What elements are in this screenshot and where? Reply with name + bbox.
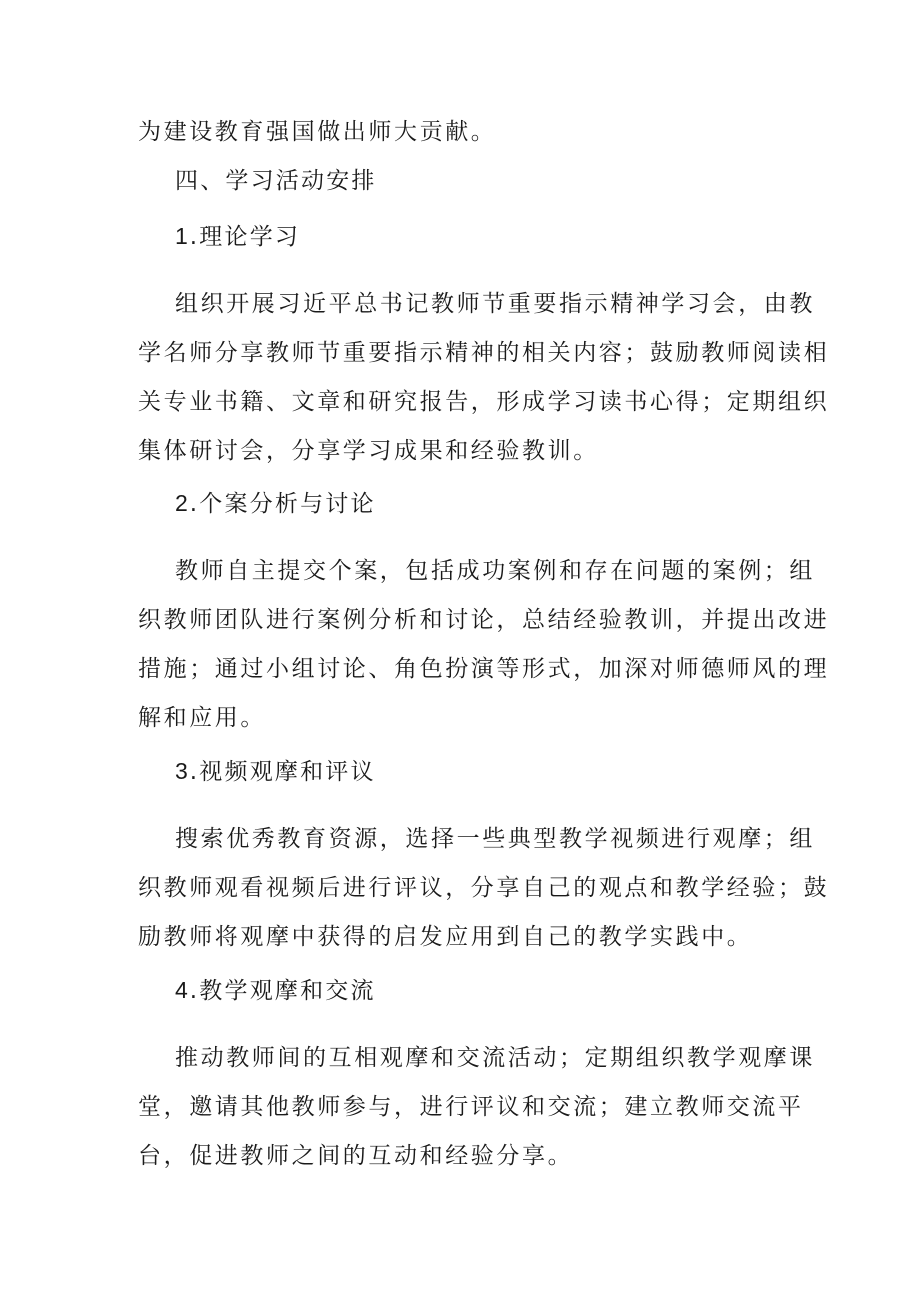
item-heading-3 — [175, 756, 376, 787]
paragraph-line: 措施；通过小组讨论、角色扮演等形式，加深对师德师风的理 — [138, 656, 830, 682]
paragraph-line: 织教师观看视频后进行评议，分享自己的观点和教学经验；鼓 — [138, 875, 830, 901]
item-heading-1 — [175, 221, 300, 252]
item-title: .教学观摩和交流 — [189, 978, 376, 1004]
paragraph-line: 教师自主提交个案，包括成功案例和存在问题的案例；组 — [175, 558, 815, 584]
paragraph-line: 推动教师间的互相观摩和交流活动；定期组织教学观摩课 — [175, 1045, 815, 1071]
item-title: .视频观摩和评议 — [189, 759, 376, 785]
item-number: 2 — [175, 490, 188, 516]
paragraph-line: 学名师分享教师节重要指示精神的相关内容；鼓励教师阅读相 — [138, 340, 830, 366]
paragraph-line: 解和应用。 — [138, 705, 266, 731]
paragraph-line: 励教师将观摩中获得的启发应用到自己的教学实践中。 — [138, 924, 753, 950]
paragraph-line: 关专业书籍、文章和研究报告，形成学习读书心得；定期组织 — [138, 389, 830, 415]
item-title: .个案分析与讨论 — [189, 491, 376, 517]
item-title: .理论学习 — [189, 224, 301, 250]
section-title: 四、学习活动安排 — [175, 168, 377, 194]
item-number: 4 — [175, 977, 188, 1003]
paragraph-line: 堂，邀请其他教师参与，进行评议和交流；建立教师交流平 — [138, 1094, 804, 1120]
paragraph-line: 组织开展习近平总书记教师节重要指示精神学习会，由教 — [175, 291, 815, 317]
paragraph-line: 台，促进教师之间的互动和经验分享。 — [138, 1143, 574, 1169]
intro-text-line: 为建设教育强国做出师大贡献。 — [138, 119, 497, 145]
paragraph-line: 搜索优秀教育资源，选择一些典型教学视频进行观摩；组 — [175, 826, 815, 852]
item-number: 3 — [175, 758, 188, 784]
paragraph-line: 织教师团队进行案例分析和讨论，总结经验教训，并提出改进 — [138, 607, 830, 633]
paragraph-line: 集体研讨会，分享学习成果和经验教训。 — [138, 438, 599, 464]
item-heading-4 — [175, 975, 376, 1006]
item-number: 1 — [175, 223, 188, 249]
item-heading-2 — [175, 488, 376, 519]
